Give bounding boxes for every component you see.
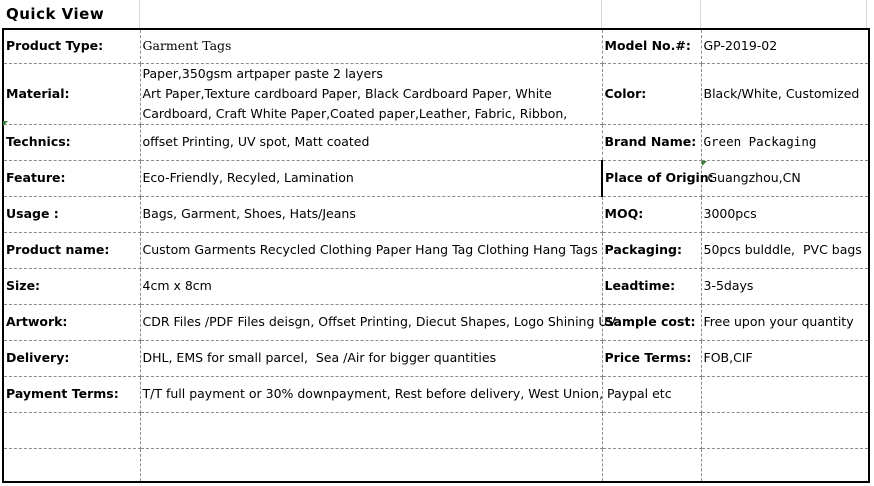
value-technics[interactable]: offset Printing, UV spot, Matt coated xyxy=(140,124,602,160)
label-feature[interactable]: Feature: xyxy=(3,160,140,196)
table-row xyxy=(3,268,869,304)
value-price-terms[interactable]: FOB,CIF xyxy=(701,340,869,376)
label-sample-cost[interactable]: Sample cost: xyxy=(602,304,701,340)
gridline xyxy=(601,0,602,28)
value-product-name[interactable]: Custom Garments Recycled Clothing Paper Hang Tag Clothing Hang Tags xyxy=(140,232,602,268)
value-delivery[interactable]: DHL, EMS for small parcel, Sea /Air for bigger quantities xyxy=(140,340,602,376)
value-model-no[interactable]: GP-2019-02 xyxy=(701,29,869,63)
empty-cell[interactable] xyxy=(701,376,869,412)
label-place-of-origin[interactable]: Place of Origin: xyxy=(602,160,701,196)
table-row xyxy=(3,196,869,232)
quick-view-table xyxy=(2,28,870,483)
empty-cell[interactable] xyxy=(140,412,602,448)
value-leadtime[interactable]: 3-5days xyxy=(701,268,869,304)
table-row xyxy=(3,448,869,482)
value-sample-cost[interactable]: Free upon your quantity xyxy=(701,304,869,340)
empty-cell[interactable] xyxy=(3,412,140,448)
empty-cell[interactable] xyxy=(140,448,602,482)
label-color[interactable]: Color: xyxy=(602,63,701,124)
sheet-title: Quick View xyxy=(6,5,105,23)
material-line: Cardboard, Craft White Paper,Coated paper,Leather, Fabric, Ribbon, xyxy=(142,105,568,121)
label-material[interactable]: Material: xyxy=(3,63,140,124)
material-line: Art Paper,Texture cardboard Paper, Black Cardboard Paper, White xyxy=(142,85,552,101)
label-leadtime[interactable]: Leadtime: xyxy=(602,268,701,304)
table-row xyxy=(3,160,869,196)
comment-indicator-icon xyxy=(3,121,8,126)
value-packaging[interactable]: 50pcs bulddle, PVC bags xyxy=(701,232,869,268)
label-delivery[interactable]: Delivery: xyxy=(3,340,140,376)
label-model-no[interactable]: Model No.#: xyxy=(602,29,701,63)
gridline xyxy=(866,0,867,28)
label-payment-terms[interactable]: Payment Terms: xyxy=(3,376,140,412)
value-place-of-origin-text: Guangzhou,CN xyxy=(703,170,801,185)
gridline xyxy=(700,0,701,28)
gridline xyxy=(139,0,140,28)
value-place-of-origin[interactable] xyxy=(701,160,869,196)
value-color[interactable]: Black/White, Customized xyxy=(701,63,869,124)
label-product-name[interactable]: Product name: xyxy=(3,232,140,268)
label-usage[interactable]: Usage : xyxy=(3,196,140,232)
value-usage[interactable]: Bags, Garment, Shoes, Hats/Jeans xyxy=(140,196,602,232)
material-line: Paper,350gsm artpaper paste 2 layers xyxy=(142,65,383,81)
value-product-type[interactable]: Garment Tags xyxy=(140,29,602,63)
table-row xyxy=(3,376,869,412)
value-moq[interactable]: 3000pcs xyxy=(701,196,869,232)
value-artwork[interactable]: CDR Files /PDF Files deisgn, Offset Printing, Diecut Shapes, Logo Shining UV xyxy=(140,304,602,340)
label-moq[interactable]: MOQ: xyxy=(602,196,701,232)
value-material[interactable] xyxy=(140,63,602,124)
table-row xyxy=(3,29,869,63)
table-row xyxy=(3,63,869,124)
table-row xyxy=(3,124,869,160)
label-technics[interactable]: Technics: xyxy=(3,124,140,160)
value-feature[interactable]: Eco-Friendly, Recyled, Lamination xyxy=(140,160,602,196)
value-size[interactable]: 4cm x 8cm xyxy=(140,268,602,304)
label-product-type[interactable]: Product Type: xyxy=(3,29,140,63)
value-payment-terms[interactable]: T/T full payment or 30% downpayment, Rest before delivery, West Union, Paypal etc xyxy=(140,376,602,412)
table-row xyxy=(3,232,869,268)
empty-cell[interactable] xyxy=(701,412,869,448)
empty-cell[interactable] xyxy=(602,448,701,482)
empty-cell[interactable] xyxy=(701,448,869,482)
label-artwork[interactable]: Artwork: xyxy=(3,304,140,340)
table-row xyxy=(3,304,869,340)
table-row xyxy=(3,340,869,376)
table-row xyxy=(3,412,869,448)
empty-cell[interactable] xyxy=(3,448,140,482)
label-packaging[interactable]: Packaging: xyxy=(602,232,701,268)
empty-cell[interactable] xyxy=(602,412,701,448)
label-brand-name[interactable]: Brand Name: xyxy=(602,124,701,160)
label-size[interactable]: Size: xyxy=(3,268,140,304)
comment-indicator-icon xyxy=(702,161,707,166)
value-brand-name[interactable]: Green Packaging xyxy=(701,124,869,160)
label-price-terms[interactable]: Price Terms: xyxy=(602,340,701,376)
